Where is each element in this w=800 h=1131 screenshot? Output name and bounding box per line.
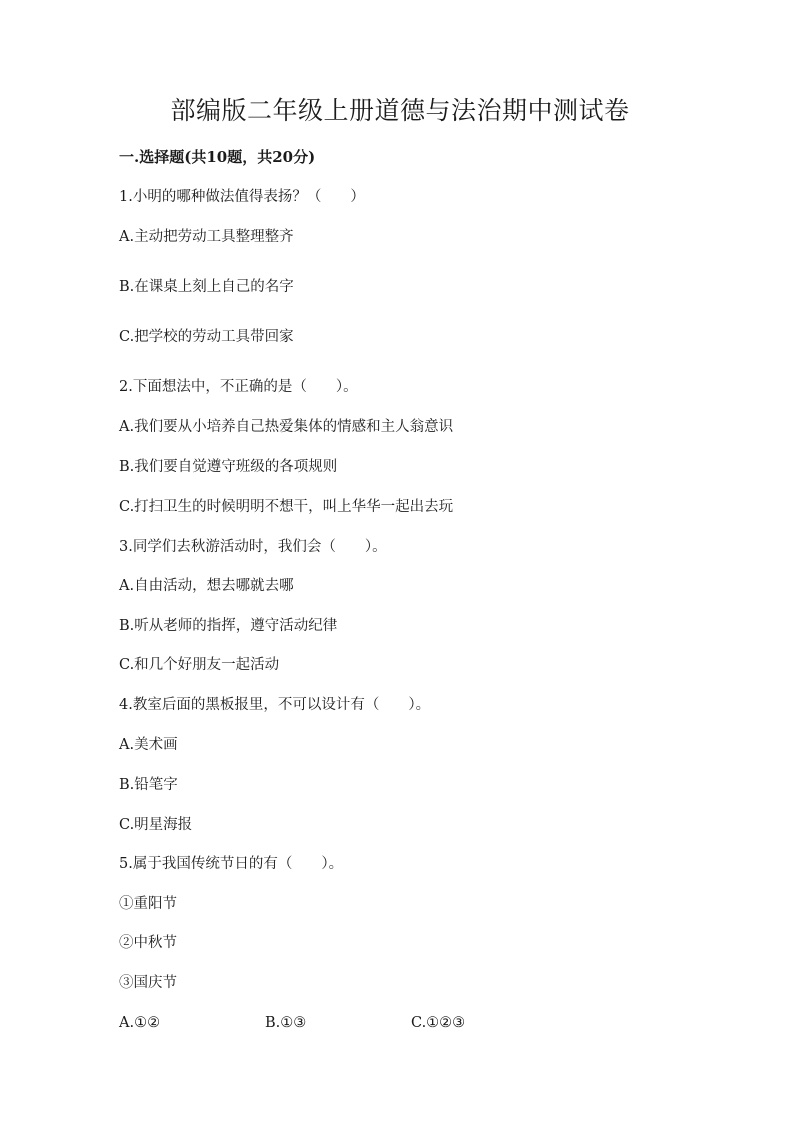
question-4-option-a: A.美术画 <box>119 737 178 753</box>
question-3-stem: 3.同学们去秋游活动时，我们会（ ）。 <box>119 539 387 555</box>
section-heading: 一.选择题(共10题，共20分) <box>119 148 316 166</box>
question-1-option-a: A.主动把劳动工具整理整齐 <box>119 229 294 245</box>
question-3-option-a: A.自由活动，想去哪就去哪 <box>119 578 294 594</box>
question-5-options <box>119 1012 679 1034</box>
question-3-option-c: C.和几个好朋友一起活动 <box>119 657 280 673</box>
question-5-item-2: ②中秋节 <box>119 935 177 951</box>
question-5-option-a: A.①② <box>119 1015 161 1031</box>
question-5-option-b: B.①③ <box>265 1015 307 1031</box>
question-4-stem: 4.教室后面的黑板报里，不可以设计有（ ）。 <box>119 697 431 713</box>
question-1-option-c: C.把学校的劳动工具带回家 <box>119 329 294 345</box>
question-1-option-b: B.在课桌上刻上自己的名字 <box>119 279 294 295</box>
question-2-option-b: B.我们要自觉遵守班级的各项规则 <box>119 459 338 475</box>
question-1-stem: 1.小明的哪种做法值得表扬？（ ） <box>119 189 365 205</box>
question-2-stem: 2.下面想法中，不正确的是（ ）。 <box>119 379 358 395</box>
question-4-option-b: B.铅笔字 <box>119 777 178 793</box>
question-5-stem: 5.属于我国传统节日的有（ ）。 <box>119 856 344 872</box>
question-2-option-c: C.打扫卫生的时候明明不想干，叫上华华一起出去玩 <box>119 499 454 515</box>
question-3-option-b: B.听从老师的指挥，遵守活动纪律 <box>119 618 338 634</box>
question-5-option-c: C.①②③ <box>411 1015 466 1031</box>
question-5-item-3: ③国庆节 <box>119 975 177 991</box>
question-5-item-1: ①重阳节 <box>119 896 177 912</box>
question-2-option-a: A.我们要从小培养自己热爱集体的情感和主人翁意识 <box>119 419 454 435</box>
page-title: 部编版二年级上册道德与法治期中测试卷 <box>170 96 630 125</box>
question-4-option-c: C.明星海报 <box>119 817 193 833</box>
